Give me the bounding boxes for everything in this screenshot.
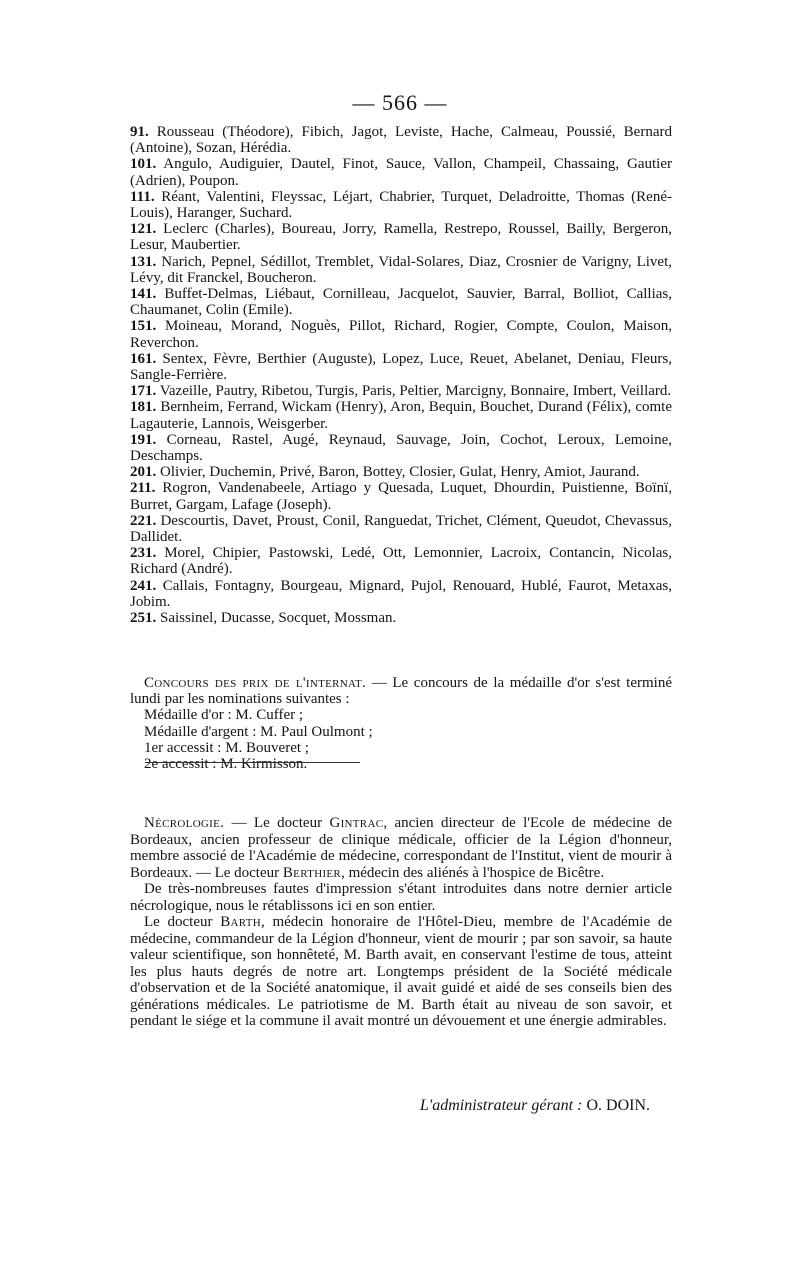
list-entry: 151. Moineau, Morand, Noguès, Pillot, Richard, Rogier, Compte, Coulon, Maison, Reverchon. xyxy=(130,318,672,351)
list-entry: 221. Descourtis, Davet, Proust, Conil, Ranguedat, Trichet, Clément, Queudot, Chevassus, Dallidet. xyxy=(130,512,673,546)
necrologie-paragraph: Nécrologie. — Le docteur Gintrac, ancien directeur de l'Ecole de médecine de Bordeaux, ancien professeur de clinique médicale, officier de la Légion d'honneur, membre associé de l'Académie de médecine, correspondant de l'Institut, vient de mourir à Bordeaux. — Le docteur Berthier, médecin des aliénés à l'hospice de Bicêtre. xyxy=(130,815,672,881)
list-entry: 241. Callais, Fontagny, Bourgeau, Mignard, Pujol, Renouard, Hublé, Faurot, Metaxas, Jobim. xyxy=(130,577,673,610)
necrologie-paragraph: Le docteur Barth, médecin honoraire de l'Hôtel-Dieu, membre de l'Académie de médecine, commandeur de la Légion d'honneur, vient de mourir ; par son savoir, sa haute valeur scientifique, son honnêteté, M. Barth avait, en conservant l'estime de tous, atteint les plus hauts degrés de notre art. Longtemps président de la Société médicale d'observation et de la Société anatomique, il avait guidé et aidé de ses conseils bien des générations médicales. Le patriotisme de M. Barth était au niveau de son savoir, et pendant le siége et la commune il avait montré un dévouement et une énergie admirables. xyxy=(130,914,672,1029)
nomination-line: Médaille d'argent : M. Paul Oulmont ; xyxy=(144,723,373,740)
concours-lead: Concours des prix de l'internat. — Le concours de la médaille d'or s'est terminé lundi par les nominations suivantes : xyxy=(130,675,672,708)
list-entry: 91. Rousseau (Théodore), Fibich, Jagot, Leviste, Hache, Calmeau, Poussié, Bernard (Antoine), Sozan, Hérédia. xyxy=(130,124,672,157)
nomination-line: 2e accessit : M. Kirmisson. xyxy=(144,756,308,773)
concours-heading: Concours des prix de l'internat. xyxy=(144,675,367,691)
necrologie-section xyxy=(130,815,672,1030)
signature-name: O. DOIN. xyxy=(582,1097,650,1114)
section-divider xyxy=(145,762,360,763)
list-entry: 231. Morel, Chipier, Pastowski, Ledé, Ott, Lemonnier, Lacroix, Contancin, Nicolas, Richard (André). xyxy=(130,545,672,578)
list-entry: 131. Narich, Pepnel, Sédillot, Tremblet, Vidal-Solares, Diaz, Crosnier de Varigny, Livet, Lévy, dit Franckel, Boucheron. xyxy=(130,253,672,286)
list-entry: 111. Réant, Valentini, Fleyssac, Léjart, Chabrier, Turquet, Deladroitte, Thomas (René-Louis), Haranger, Suchard. xyxy=(130,188,672,222)
list-entry: 181. Bernheim, Ferrand, Wickam (Henry), Aron, Bequin, Bouchet, Durand (Félix), comte Lagauterie, Lannois, Weisgerber. xyxy=(130,399,673,432)
concours-section xyxy=(130,675,672,772)
list-entry: 251. Saissinel, Ducasse, Socquet, Mossman. xyxy=(130,610,397,627)
list-entry: 101. Angulo, Audiguier, Dautel, Finot, Sauce, Vallon, Champeil, Chassaing, Gautier (Adrien), Poupon. xyxy=(130,156,672,189)
page-number: — 566 — xyxy=(352,90,448,115)
list-entry: 161. Sentex, Fèvre, Berthier (Auguste), Lopez, Luce, Reuet, Abelanet, Deniau, Fleurs, Sangle-Ferrière. xyxy=(130,350,673,384)
list-entry: 121. Leclerc (Charles), Boureau, Jorry, Ramella, Restrepo, Roussel, Bailly, Bergeron, Lesur, Maubertier. xyxy=(130,221,672,254)
necrologie-heading: Nécrologie. xyxy=(144,815,225,831)
list-entry: 211. Rogron, Vandenabeele, Artiago y Quesada, Luquet, Dhourdin, Puistienne, Boïnï, Burret, Gargam, Lafage (Joseph). xyxy=(130,480,673,513)
list-entry: 191. Corneau, Rastel, Augé, Reynaud, Sauvage, Join, Cochot, Leroux, Lemoine, Deschamps. xyxy=(130,431,672,465)
nomination-line: 1er accessit : M. Bouveret ; xyxy=(144,739,309,756)
list-entry: 171. Vazeille, Pautry, Ribetou, Turgis, Paris, Peltier, Marcigny, Bonnaire, Imbert, Veillard. xyxy=(130,383,672,400)
list-entry: 201. Olivier, Duchemin, Privé, Baron, Bottey, Closier, Gulat, Henry, Amiot, Jaurand. xyxy=(130,464,640,481)
nomination-list xyxy=(130,124,672,626)
signature-title: L'administrateur gérant : xyxy=(419,1097,583,1114)
necrologie-paragraph: De très-nombreuses fautes d'impression s'étant introduites dans notre dernier article nécrologique, nous le rétablissons ici en son entier. xyxy=(130,881,672,914)
signature xyxy=(420,1097,650,1115)
list-entry: 141. Buffet-Delmas, Liébaut, Cornilleau, Jacquelot, Sauvier, Barral, Bolliot, Callias, Chaumanet, Colin (Emile). xyxy=(130,286,672,319)
nomination-line: Médaille d'or : M. Cuffer ; xyxy=(144,707,304,724)
